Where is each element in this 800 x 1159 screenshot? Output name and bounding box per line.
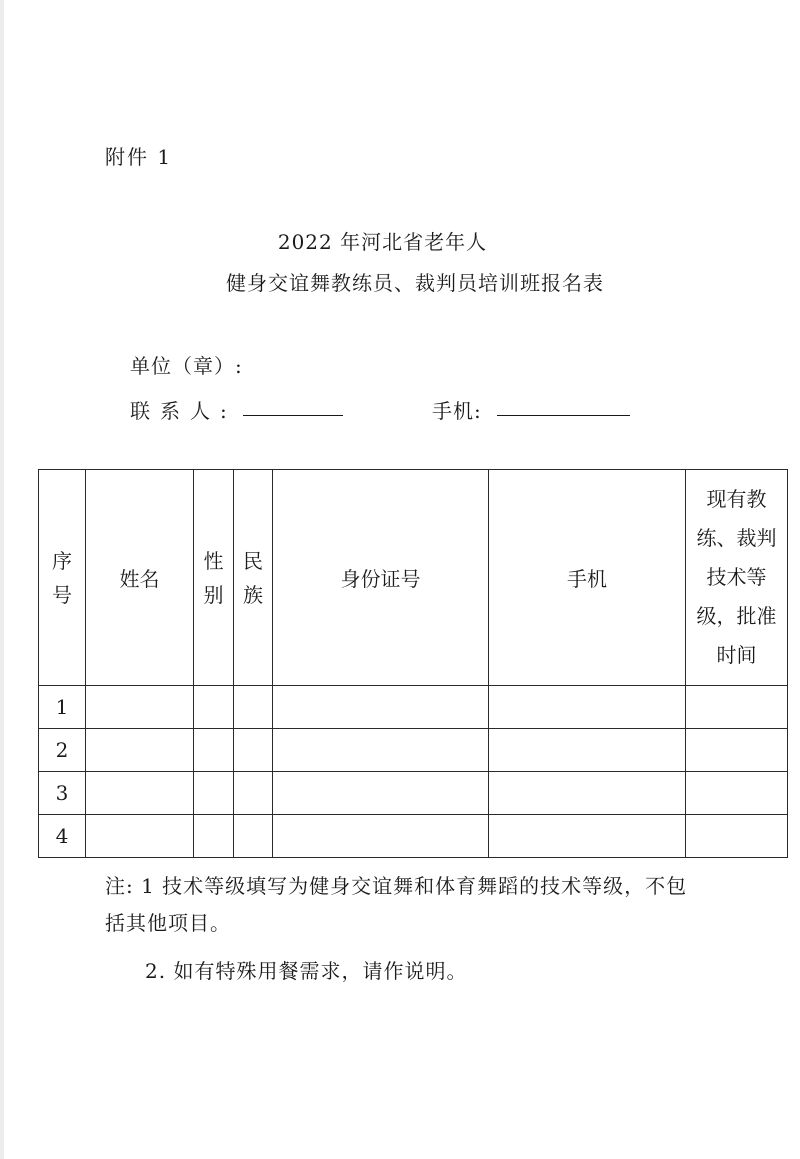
header-ethnicity-line1: 民 xyxy=(243,548,263,573)
cell-level[interactable] xyxy=(686,772,788,815)
title-line-2: 健身交谊舞教练员、裁判员培训班报名表 xyxy=(226,271,604,295)
cell-ethnicity[interactable] xyxy=(234,772,273,815)
header-level-text: 现有教练、裁判技术等级，批准时间 xyxy=(696,487,777,667)
cell-gender[interactable] xyxy=(194,815,234,858)
cell-name[interactable] xyxy=(86,686,194,729)
cell-serial: 3 xyxy=(39,772,86,815)
header-serial xyxy=(39,470,86,686)
note-line-1: 注: 1 技术等级填写为健身交谊舞和体育舞蹈的技术等级，不包 xyxy=(105,874,688,898)
cell-serial: 2 xyxy=(39,729,86,772)
header-level xyxy=(686,470,788,686)
contact-person-label: 联系人: xyxy=(130,399,237,423)
header-name: 姓名 xyxy=(86,470,194,686)
note-line-3: 2. 如有特殊用餐需求，请作说明。 xyxy=(145,959,468,983)
header-ethnicity-line2: 族 xyxy=(243,582,263,607)
cell-id-number[interactable] xyxy=(273,686,489,729)
header-ethnicity xyxy=(234,470,273,686)
phone-field[interactable] xyxy=(497,398,630,416)
attachment-label: 附件 1 xyxy=(105,145,173,169)
page-edge xyxy=(0,0,4,1159)
cell-phone[interactable] xyxy=(489,729,686,772)
header-id-number: 身份证号 xyxy=(273,470,489,686)
cell-ethnicity[interactable] xyxy=(234,729,273,772)
registration-table xyxy=(38,469,788,858)
cell-id-number[interactable] xyxy=(273,729,489,772)
cell-gender[interactable] xyxy=(194,686,234,729)
header-serial-line2: 号 xyxy=(52,582,72,607)
cell-gender[interactable] xyxy=(194,729,234,772)
note-line-2: 括其他项目。 xyxy=(105,911,231,935)
cell-name[interactable] xyxy=(86,772,194,815)
title-line-1: 2022 年河北省老年人 xyxy=(277,230,488,254)
cell-gender[interactable] xyxy=(194,772,234,815)
cell-name[interactable] xyxy=(86,815,194,858)
cell-id-number[interactable] xyxy=(273,772,489,815)
cell-name[interactable] xyxy=(86,729,194,772)
cell-phone[interactable] xyxy=(489,815,686,858)
contact-person-field[interactable] xyxy=(243,398,343,416)
cell-level[interactable] xyxy=(686,815,788,858)
header-gender-line2: 别 xyxy=(203,582,224,607)
table-row xyxy=(39,815,788,858)
cell-level[interactable] xyxy=(686,686,788,729)
header-gender xyxy=(194,470,234,686)
table-row xyxy=(39,729,788,772)
cell-ethnicity[interactable] xyxy=(234,815,273,858)
table-row xyxy=(39,686,788,729)
cell-phone[interactable] xyxy=(489,772,686,815)
cell-serial: 1 xyxy=(39,686,86,729)
cell-level[interactable] xyxy=(686,729,788,772)
table-header-row xyxy=(39,470,788,686)
cell-phone[interactable] xyxy=(489,686,686,729)
header-gender-line1: 性 xyxy=(203,548,224,573)
cell-serial: 4 xyxy=(39,815,86,858)
cell-id-number[interactable] xyxy=(273,815,489,858)
cell-ethnicity[interactable] xyxy=(234,686,273,729)
header-serial-line1: 序 xyxy=(52,548,72,573)
header-phone: 手机 xyxy=(489,470,686,686)
unit-label: 单位（章）: xyxy=(130,354,243,378)
table-row xyxy=(39,772,788,815)
phone-label: 手机: xyxy=(432,399,482,423)
